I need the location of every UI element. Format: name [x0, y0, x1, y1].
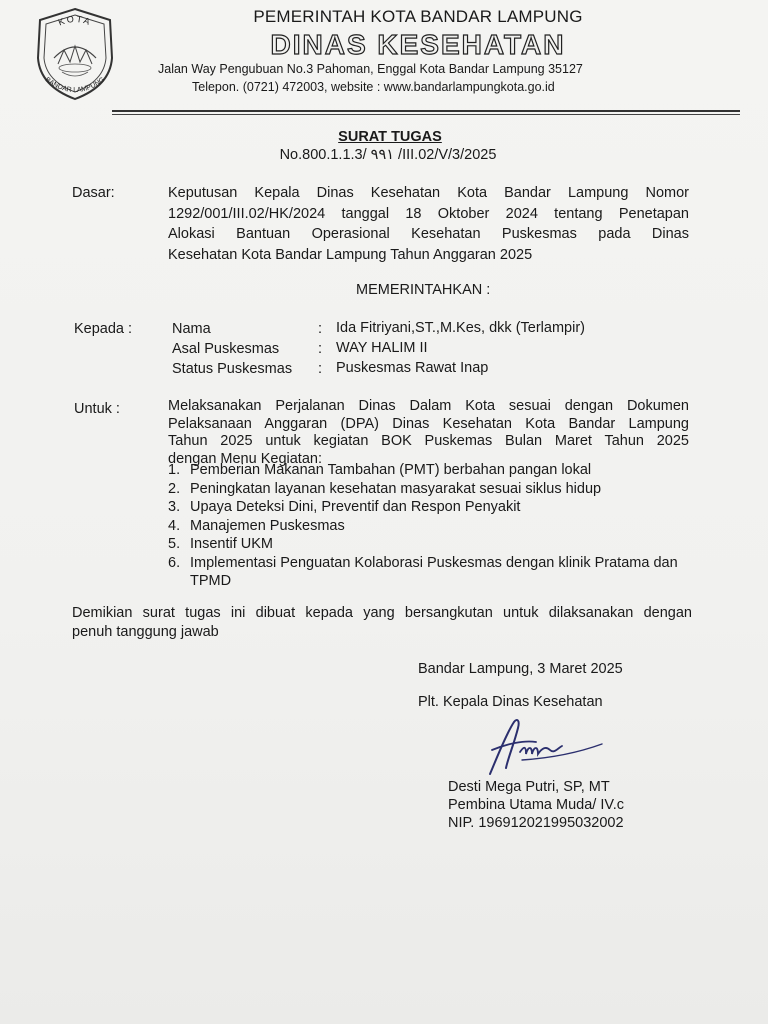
untuk-line: dengan Menu Kegiatan:: [168, 450, 322, 467]
closing-paragraph: [72, 604, 692, 642]
letterhead-rule-thick: [112, 110, 740, 112]
dasar-line: Alokasi Bantuan Operasional Kesehatan Puskesmas pada Dinas: [168, 226, 689, 242]
letterhead-rule-thin: [112, 114, 740, 115]
signer-position: Plt. Kepala Dinas Kesehatan: [418, 694, 603, 710]
kepada-value-nama: Ida Fitriyani,ST.,M.Kes, dkk (Terlampir): [336, 320, 585, 336]
list-item: 3. Upaya Deteksi Dini, Preventif dan Respon Penyakit: [168, 499, 521, 515]
dasar-text: [168, 183, 689, 265]
kepada-key-asal: Asal Puskesmas: [172, 341, 280, 357]
closing-line: penuh tanggung jawab: [72, 624, 219, 640]
list-item: 1. Pemberian Makanan Tambahan (PMT) berbahan pangan lokal: [168, 462, 592, 478]
letterhead-contact: Telepon. (0721) 472003, website : www.bandarlampungkota.go.id: [192, 80, 555, 94]
untuk-text: [168, 398, 689, 468]
logo-text-top: KOTA: [56, 13, 94, 28]
kepada-key-status: Status Puskesmas: [172, 361, 293, 377]
signer-rank: Pembina Utama Muda/ IV.c: [448, 797, 624, 813]
signer-nip: NIP. 196912021995032002: [448, 815, 624, 831]
kepada-label: Kepada :: [74, 321, 133, 337]
list-item: 2. Peningkatan layanan kesehatan masyarakat sesuai siklus hidup: [168, 480, 602, 497]
untuk-line: Pelaksanaan Anggaran (DPA) Dinas Kesehatan Kota Bandar Lampung: [168, 415, 689, 432]
kepada-value-asal: WAY HALIM II: [336, 340, 428, 356]
kepada-value-status: Puskesmas Rawat Inap: [336, 360, 489, 376]
handwritten-signature: [462, 712, 612, 782]
memerintahkan-heading: MEMERINTAHKAN :: [356, 282, 491, 298]
letterhead-address: Jalan Way Pengubuan No.3 Pahoman, Enggal Kota Bandar Lampung 35127: [158, 62, 583, 76]
letterhead-government: PEMERINTAH KOTA BANDAR LAMPUNG: [253, 7, 583, 26]
menu-kegiatan-list: [168, 461, 708, 591]
letter-number: No.800.1.1.3/ ٩٩١ /III.02/V/3/2025: [279, 147, 497, 163]
letter-title: SURAT TUGAS: [338, 129, 442, 145]
kepada-sep: :: [318, 321, 323, 337]
kepada-sep: :: [318, 341, 323, 357]
signer-name: Desti Mega Putri, SP, MT: [448, 779, 610, 795]
untuk-line: Melaksanakan Perjalanan Dinas Dalam Kota sesuai dengan Dokumen: [168, 398, 689, 414]
untuk-label: Untuk :: [74, 401, 120, 417]
letterhead-agency: DINAS KESEHATAN: [270, 29, 566, 60]
untuk-line: Tahun 2025 untuk kegiatan BOK Puskemas Bulan Maret Tahun 2025: [168, 433, 689, 449]
place-date: Bandar Lampung, 3 Maret 2025: [418, 661, 623, 677]
list-item: 6. Implementasi Penguatan Kolaborasi Puskesmas dengan klinik Pratama dan TPMD: [168, 554, 678, 589]
closing-line: Demikian surat tugas ini dibuat kepada yang bersangkutan untuk dilaksanakan dengan: [72, 605, 692, 621]
list-item: 4. Manajemen Puskesmas: [168, 517, 345, 534]
kepada-key-nama: Nama: [172, 321, 211, 337]
kepada-sep: :: [318, 361, 323, 377]
logo-text-bottom: BANDAR LAMPUNG: [43, 76, 107, 95]
list-item: 5. Insentif UKM: [168, 536, 273, 552]
dasar-label: Dasar:: [72, 185, 115, 201]
dasar-line: Kesehatan Kota Bandar Lampung Tahun Anggaran 2025: [168, 246, 533, 263]
dasar-line: Keputusan Kepala Dinas Kesehatan Kota Bandar Lampung Nomor: [168, 185, 689, 201]
dasar-line: 1292/001/III.02/HK/2024 tanggal 18 Oktober 2024 tentang Penetapan: [168, 205, 689, 222]
